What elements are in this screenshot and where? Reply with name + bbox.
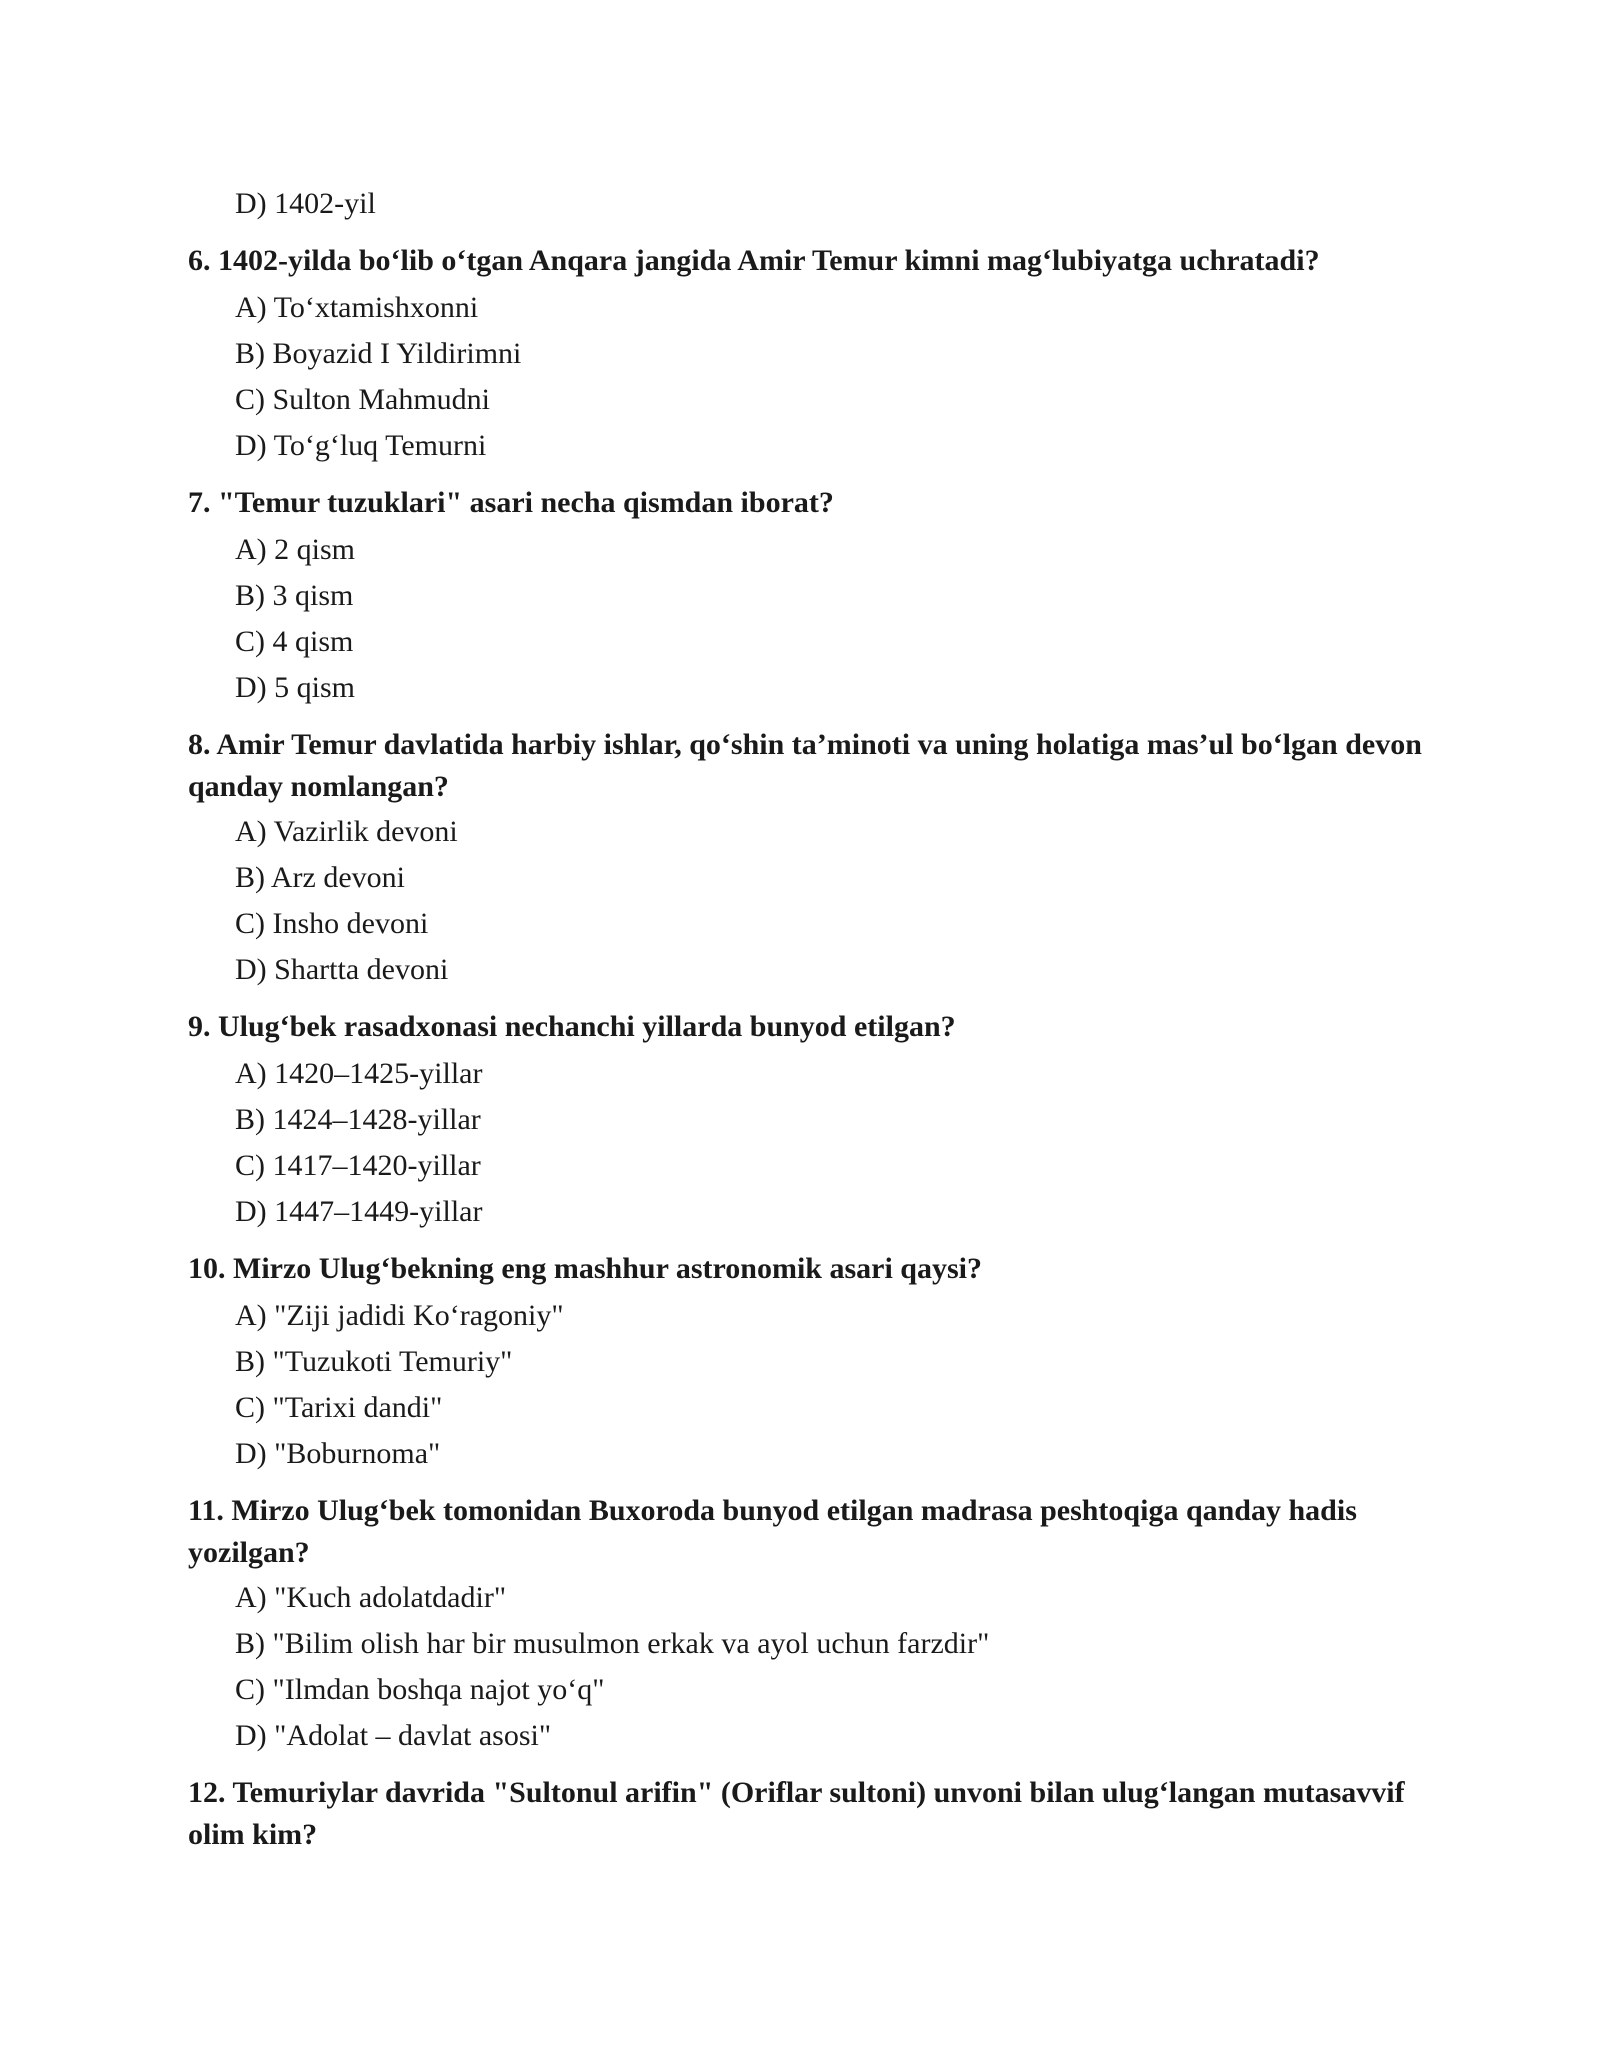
option-text: B) Boyazid I Yildirimni: [235, 337, 522, 370]
option-text: A) 1420–1425-yillar: [235, 1057, 483, 1090]
question-text: 6. 1402-yilda bo‘lib o‘tgan Anqara jangida Amir Temur kimni mag‘lubiyatga uchratadi?: [188, 244, 1320, 277]
option-text: B) 1424–1428-yillar: [235, 1103, 481, 1136]
option-text: A) "Ziji jadidi Ko‘ragoniy": [235, 1299, 564, 1332]
option-text: D) "Adolat – davlat asosi": [235, 1719, 552, 1752]
option-text: A) 2 qism: [235, 533, 355, 566]
option-text: A) To‘xtamishxonni: [235, 291, 479, 324]
option-text: B) 3 qism: [235, 579, 354, 612]
option-text: A) Vazirlik devoni: [235, 815, 458, 848]
option-text: C) "Tarixi dandi": [235, 1391, 443, 1424]
option-text: D) "Boburnoma": [235, 1437, 441, 1470]
question-text: 7. "Temur tuzuklari" asari necha qismdan iborat?: [188, 486, 834, 519]
question-text: 10. Mirzo Ulug‘bekning eng mashhur astronomik asari qaysi?: [188, 1252, 982, 1285]
option-text: C) 4 qism: [235, 625, 354, 658]
option-text: B) Arz devoni: [235, 861, 405, 894]
option-text: D) 1447–1449-yillar: [235, 1195, 483, 1228]
question-text: 8. Amir Temur davlatida harbiy ishlar, qo‘shin ta’minoti va uning holatiga mas’ul bo‘lgan devon qanday nomlangan?: [188, 728, 1422, 803]
option-text: B) "Tuzukoti Temuriy": [235, 1345, 513, 1378]
question-text: 11. Mirzo Ulug‘bek tomonidan Buxoroda bunyod etilgan madrasa peshtoqiga qanday hadis yozilgan?: [188, 1494, 1357, 1569]
option-text: C) 1417–1420-yillar: [235, 1149, 481, 1182]
option-text: A) "Kuch adolatdadir": [235, 1581, 507, 1614]
option-text: D) Shartta devoni: [235, 953, 449, 986]
option-text: C) Sulton Mahmudni: [235, 383, 491, 416]
option-text: D) 1402-yil: [235, 187, 376, 220]
option-text: D) 5 qism: [235, 671, 355, 704]
question-text: 9. Ulug‘bek rasadxonasi nechanchi yillarda bunyod etilgan?: [188, 1010, 956, 1043]
option-text: B) "Bilim olish har bir musulmon erkak va ayol uchun farzdir": [235, 1627, 990, 1660]
option-text: C) Insho devoni: [235, 907, 429, 940]
option-text: D) To‘g‘luq Temurni: [235, 429, 487, 462]
option-text: C) "Ilmdan boshqa najot yo‘q": [235, 1673, 605, 1706]
question-text: 12. Temuriylar davrida "Sultonul arifin" (Oriflar sultoni) unvoni bilan ulug‘langan mutasavvif olim kim?: [188, 1776, 1405, 1851]
